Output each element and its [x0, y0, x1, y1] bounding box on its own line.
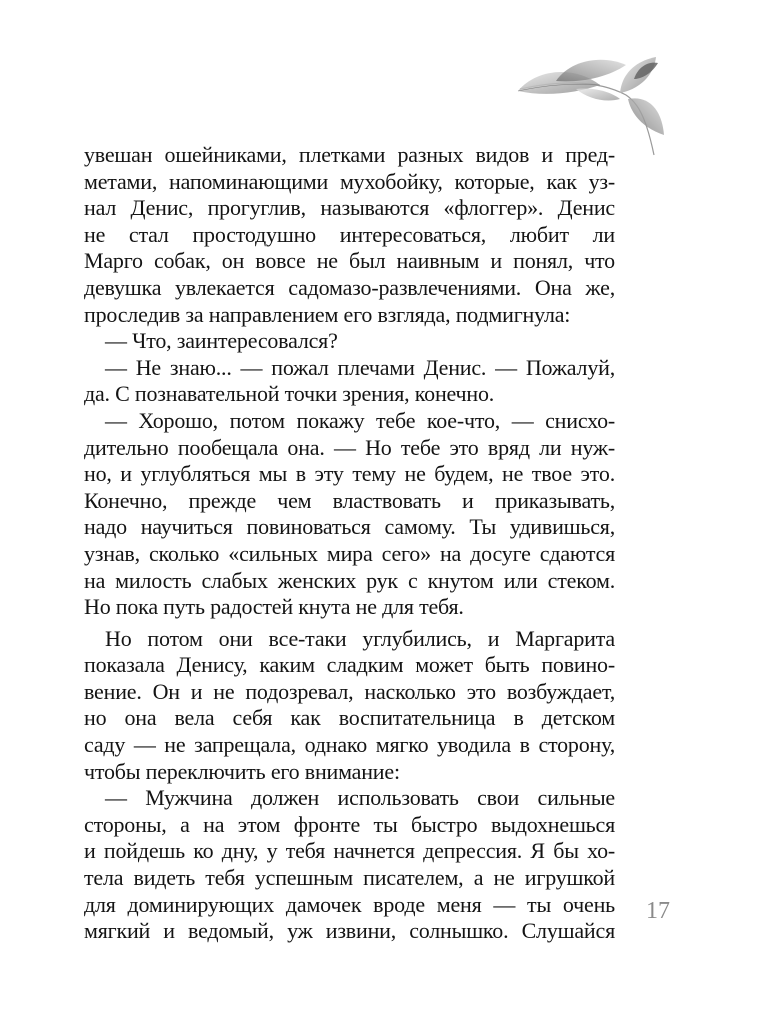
text-line: и пойдешь ко дну, у тебя начнется депрессия. Я бы хо-	[84, 838, 615, 864]
text-line: Марго собак, он вовсе не был наивным и понял, что	[84, 248, 615, 274]
text-line: стороны, а на этом фронте ты быстро выдохнешься	[84, 811, 615, 837]
body-text	[84, 142, 615, 945]
text-line: — Что, заинтересовался?	[105, 328, 338, 354]
text-line: но, и углубляться мы в эту тему не будем, не твое это.	[84, 461, 615, 487]
text-line: мягкий и ведомый, уж извини, солнышко. Слушайся	[84, 918, 615, 944]
text-line: Но пока путь радостей кнута не для тебя.	[84, 594, 464, 620]
text-line: для доминирующих дамочек вроде меня — ты очень	[84, 891, 615, 917]
text-line: нал Денис, прогуглив, называются «флоггер». Денис	[84, 195, 615, 221]
text-line: на милость слабых женских рук с кнутом или стеком.	[84, 567, 615, 593]
page-number: 17	[646, 898, 670, 924]
text-line: метами, напоминающими мухобойку, которые, как уз-	[84, 168, 615, 194]
text-line: да. С познавательной точки зрения, конечно.	[84, 381, 495, 407]
text-line: дительно пообещала она. — Но тебе это вряд ли нуж-	[84, 434, 615, 460]
text-line: узнав, сколько «сильных мира сего» на досуге сдаются	[84, 540, 615, 566]
text-line: — Не знаю... — пожал плечами Денис. — Пожалуй,	[105, 354, 615, 380]
text-line: девушка увлекается садомазо-развлечениями. Она же,	[84, 274, 615, 300]
text-line: увешан ошейниками, плетками разных видов и пред-	[84, 142, 615, 167]
text-line: чтобы переключить его внимание:	[84, 758, 400, 784]
text-line: показала Денису, каким сладким может быть повино-	[84, 652, 615, 678]
text-line: не стал простодушно интересоваться, любит ли	[84, 221, 615, 247]
text-line: — Хорошо, потом покажу тебе кое-что, — снисхо-	[105, 407, 615, 433]
text-line: Конечно, прежде чем властвовать и приказывать,	[84, 487, 615, 513]
text-line: вение. Он и не подозревал, насколько это возбуждает,	[84, 678, 615, 704]
text-line: надо научиться повиноваться самому. Ты удивишься,	[84, 514, 615, 540]
text-line: тела видеть тебя успешным писателем, а не игрушкой	[84, 865, 615, 891]
text-line: но она вела себя как воспитательница в детском	[84, 705, 615, 731]
text-line: саду — не запрещала, однако мягко уводила в сторону,	[84, 732, 615, 758]
text-line: — Мужчина должен использовать свои сильные	[105, 785, 615, 811]
text-line: Но потом они все-таки углубились, и Маргарита	[105, 625, 615, 651]
text-line: проследив за направлением его взгляда, подмигнула:	[84, 301, 571, 327]
